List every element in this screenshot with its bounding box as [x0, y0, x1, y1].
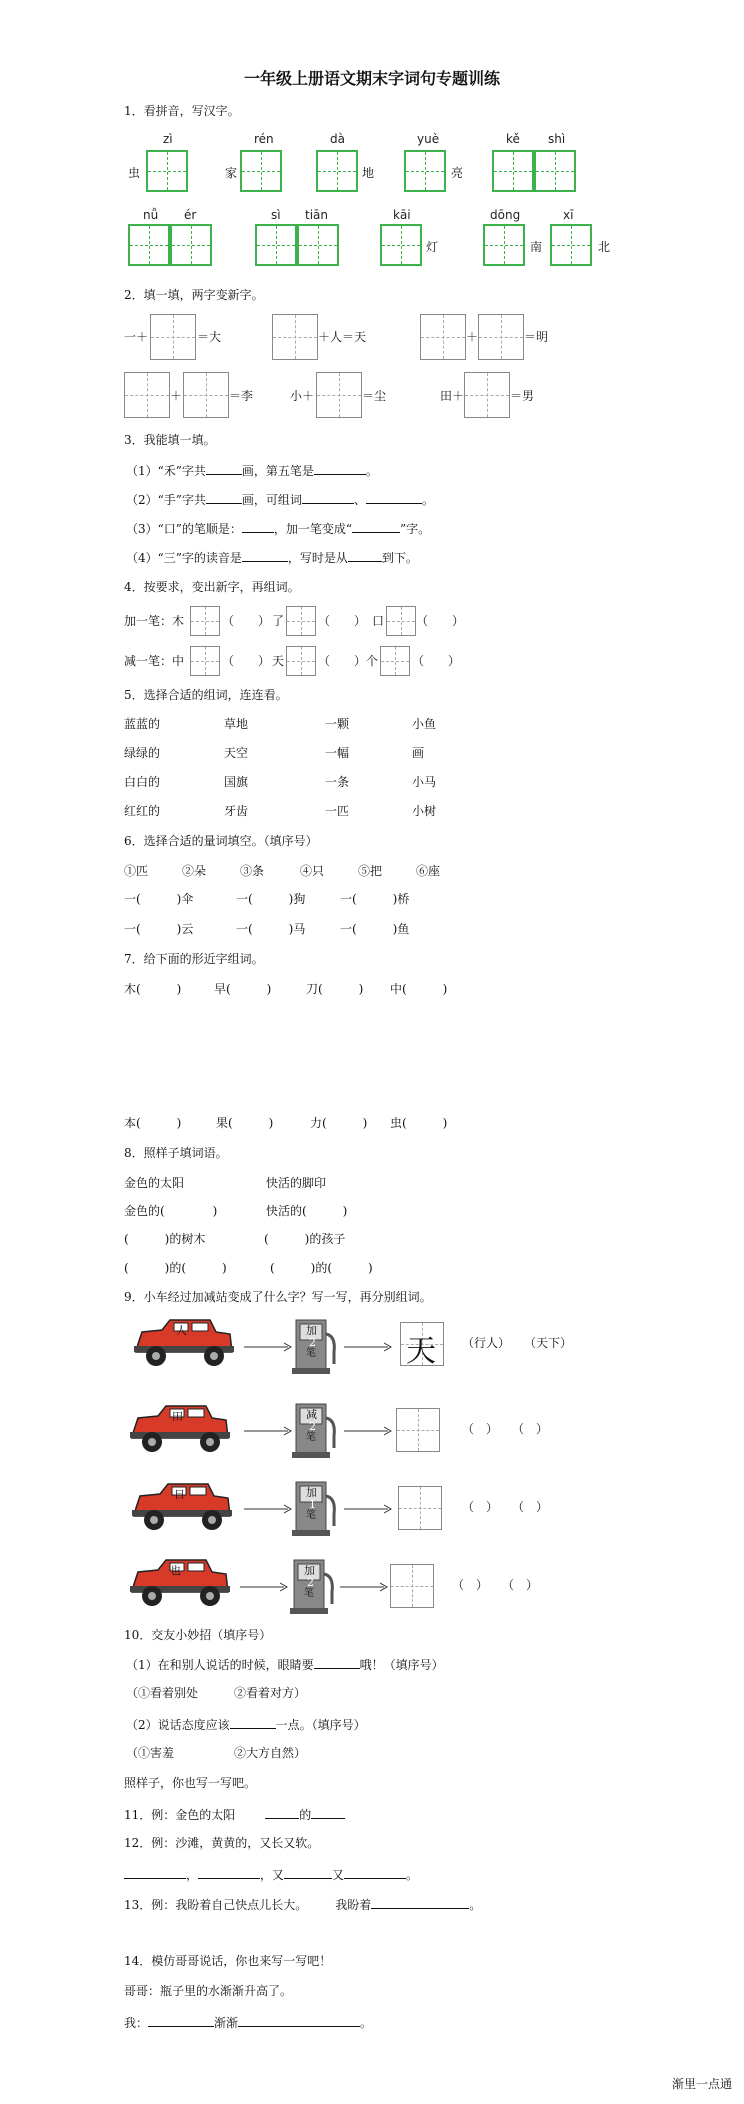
paren[interactable]: （ ） — [416, 614, 465, 628]
pump-n: 2 — [309, 1420, 316, 1433]
word[interactable]: （ ） — [452, 1578, 489, 1592]
word[interactable]: （ ） — [502, 1578, 539, 1592]
blank[interactable] — [242, 549, 288, 562]
pinyin: tiān — [305, 208, 328, 222]
write-box[interactable] — [550, 224, 592, 266]
blank[interactable] — [124, 1866, 186, 1879]
arrow-icon — [340, 1582, 388, 1592]
text: ＝男 — [510, 389, 535, 403]
fill-item[interactable]: 木( ) — [124, 982, 182, 996]
pinyin: dà — [330, 132, 345, 146]
blank[interactable] — [352, 520, 400, 533]
blank[interactable] — [371, 1896, 469, 1909]
match-item[interactable]: 草地 — [224, 717, 249, 731]
text: ＝尘 — [362, 389, 387, 403]
word[interactable]: （ ） — [512, 1500, 549, 1514]
text: 小＋ — [290, 389, 315, 403]
arrow-icon — [244, 1504, 292, 1514]
blank[interactable] — [314, 1656, 360, 1669]
pump-op: 减 — [306, 1408, 317, 1421]
fill-item[interactable]: 本( ) — [124, 1116, 182, 1130]
pump-n: 2 — [307, 1576, 314, 1589]
char: 虫 — [128, 166, 141, 180]
option: ④只 — [300, 864, 325, 878]
word[interactable]: （ ） — [512, 1422, 549, 1436]
fill-item[interactable]: 虫( ) — [390, 1116, 448, 1130]
match-item[interactable]: 牙齿 — [224, 804, 249, 818]
q12-label: 12．例：沙滩，黄黄的，又长又软。 — [124, 1836, 320, 1850]
blank[interactable] — [314, 462, 366, 475]
fill-item[interactable]: 果( ) — [216, 1116, 274, 1130]
option: （①看着别处 — [126, 1686, 199, 1700]
example: 快活的脚印 — [266, 1176, 327, 1190]
write-box[interactable] — [146, 150, 188, 192]
blank[interactable] — [230, 1716, 276, 1729]
answer-box[interactable] — [398, 1486, 442, 1530]
write-box[interactable] — [492, 150, 534, 192]
fill-item[interactable]: ( )的( ) — [124, 1261, 227, 1275]
char: 家 — [225, 166, 238, 180]
match-item[interactable]: 天空 — [224, 746, 249, 760]
text: ＋ — [466, 330, 479, 344]
instruction: 照样子，你也写一写吧。 — [124, 1776, 257, 1790]
write-box[interactable] — [128, 224, 170, 266]
blank[interactable] — [242, 520, 274, 533]
match-item[interactable]: 画 — [412, 746, 425, 760]
write-box[interactable] — [190, 646, 220, 676]
option: ③条 — [240, 864, 265, 878]
q5-label: 5．选择合适的组词，连连看。 — [124, 688, 288, 702]
text: 加一笔：木 — [124, 614, 185, 628]
write-box[interactable] — [478, 314, 524, 360]
paren[interactable]: （ ） — [318, 654, 367, 668]
fill-item[interactable]: 刀( ) — [306, 982, 364, 996]
blank[interactable] — [311, 1806, 345, 1819]
match-item[interactable]: 白白的 — [124, 775, 161, 789]
write-box[interactable] — [286, 606, 316, 636]
text: ＝明 — [524, 330, 549, 344]
fill-item[interactable]: 一( )马 — [236, 922, 306, 936]
q10-line2: （2）说话态度应该 一点。（填序号） — [126, 1718, 366, 1732]
q10-label: 10．交友小妙招（填序号） — [124, 1628, 272, 1642]
fill-item[interactable]: 快活的( ) — [266, 1204, 348, 1218]
char: 南 — [530, 240, 543, 254]
write-box[interactable] — [483, 224, 525, 266]
text: 了 — [272, 614, 285, 628]
fill-item[interactable]: ( )的孩子 — [264, 1232, 346, 1246]
q3-label: 3．我能填一填。 — [124, 433, 216, 447]
char: 亮 — [451, 166, 464, 180]
paren[interactable]: （ ） — [318, 614, 367, 628]
q11: 11．例：金色的太阳 的 — [124, 1806, 345, 1822]
q8-label: 8．照样子填词语。 — [124, 1146, 228, 1160]
car-char: 田 — [172, 1410, 183, 1423]
char: 灯 — [426, 240, 439, 254]
pinyin: sì — [271, 208, 281, 222]
q2-label: 2．填一填，两字变新字。 — [124, 288, 264, 302]
arrow-icon — [344, 1342, 392, 1352]
pump-op: 加 — [304, 1564, 315, 1577]
pump-op: 加 — [306, 1324, 317, 1337]
fill-item[interactable]: 一( )狗 — [236, 892, 306, 906]
pump-op: 加 — [306, 1486, 317, 1499]
fill-item[interactable]: 一( )桥 — [340, 892, 410, 906]
example: 金色的太阳 — [124, 1176, 185, 1190]
pinyin: yuè — [417, 132, 440, 146]
write-box[interactable] — [286, 646, 316, 676]
match-item[interactable]: 蓝蓝的 — [124, 717, 161, 731]
blank[interactable] — [238, 2014, 360, 2027]
char: 地 — [362, 166, 375, 180]
write-box[interactable] — [297, 224, 339, 266]
option: ⑥座 — [416, 864, 441, 878]
text: 天 — [272, 654, 285, 668]
write-box[interactable] — [183, 372, 229, 418]
write-box[interactable] — [316, 150, 358, 192]
fill-item[interactable]: ( )的树木 — [124, 1232, 206, 1246]
match-item[interactable]: 小树 — [412, 804, 437, 818]
option: ②朵 — [182, 864, 207, 878]
q6-label: 6．选择合适的量词填空。（填序号） — [124, 834, 318, 848]
text: ＝大 — [197, 330, 222, 344]
q12-line: ， ，又 又 。 — [124, 1866, 418, 1882]
pinyin: dōng — [490, 208, 521, 222]
q3-line3: （3）“口”的笔顺是： ，加一笔变成“ ”字。 — [126, 522, 431, 536]
fill-item[interactable]: 一( )伞 — [124, 892, 194, 906]
write-box[interactable] — [240, 150, 282, 192]
match-item[interactable]: 一匹 — [325, 804, 350, 818]
match-item[interactable]: 一条 — [325, 775, 350, 789]
q14-label: 14．模仿哥哥说话，你也来写一写吧！ — [124, 1954, 332, 1968]
word[interactable]: （ ） — [462, 1500, 499, 1514]
pinyin: kě — [506, 132, 520, 146]
fill-item[interactable]: 一( )鱼 — [340, 922, 410, 936]
paren[interactable]: （ ） — [222, 654, 271, 668]
option: ②大方自然） — [234, 1746, 307, 1760]
q9-label: 9．小车经过加减站变成了什么字？写一写，再分别组词。 — [124, 1290, 432, 1304]
write-box[interactable] — [150, 314, 196, 360]
blank[interactable] — [302, 491, 354, 504]
blank[interactable] — [148, 2014, 214, 2027]
fill-item[interactable]: ( )的( ) — [270, 1261, 373, 1275]
paren[interactable]: （ ） — [412, 654, 461, 668]
option: ②看着对方） — [234, 1686, 307, 1700]
pinyin: xī — [563, 208, 574, 222]
option: （①害羞 — [126, 1746, 175, 1760]
car-char: 人 — [176, 1324, 187, 1337]
pump-unit: 笔 — [304, 1588, 314, 1599]
pump-n: 2 — [309, 1336, 316, 1349]
blank[interactable] — [265, 1806, 299, 1819]
blank[interactable] — [198, 1866, 260, 1879]
q3-line4: （4）“三”字的读音是 ，写时是从 到下。 — [126, 551, 418, 565]
write-box[interactable] — [316, 372, 362, 418]
match-item[interactable]: 小马 — [412, 775, 437, 789]
write-box[interactable] — [420, 314, 466, 360]
pinyin: shì — [548, 132, 566, 146]
write-box[interactable] — [170, 224, 212, 266]
char: 北 — [598, 240, 611, 254]
pinyin: nǚ — [143, 208, 159, 222]
write-box[interactable] — [386, 606, 416, 636]
arrow-icon — [240, 1582, 288, 1592]
match-item[interactable]: 一颗 — [325, 717, 350, 731]
write-box[interactable] — [380, 224, 422, 266]
match-item[interactable]: 国旗 — [224, 775, 249, 789]
pump-unit: 笔 — [306, 1432, 316, 1443]
q14-line: 我： 渐渐 。 — [124, 2016, 373, 2030]
car-char: 日 — [174, 1488, 185, 1501]
match-item[interactable]: 绿绿的 — [124, 746, 161, 760]
pump-n: 1 — [309, 1498, 316, 1511]
pinyin: rén — [254, 132, 274, 146]
q3-line2: （2）“手”字共 画，可组词 、 。 — [126, 493, 434, 507]
arrow-icon — [344, 1504, 392, 1514]
fill-item[interactable]: 力( ) — [310, 1116, 368, 1130]
blank[interactable] — [366, 491, 422, 504]
text: ＝李 — [229, 389, 254, 403]
q10-line1: （1）在和别人说话的时候，眼睛要 哦！（填序号） — [126, 1658, 444, 1672]
page-title: 一年级上册语文期末字词句专题训练 — [243, 69, 500, 88]
text: 一＋ — [124, 330, 149, 344]
pinyin: kāi — [393, 208, 411, 222]
fill-item[interactable]: 中( ) — [390, 982, 448, 996]
arrow-icon — [244, 1426, 292, 1436]
q13: 13．例：我盼着自己快点儿长大。 我盼着 。 — [124, 1898, 482, 1912]
answer-char: 天 — [406, 1334, 436, 1369]
q4-label: 4．按要求，变出新字，再组词。 — [124, 580, 300, 594]
write-box[interactable] — [404, 150, 446, 192]
text: 减一笔：中 — [124, 654, 185, 668]
text: ＋人＝天 — [318, 330, 367, 344]
pinyin: ér — [184, 208, 197, 222]
arrow-icon — [344, 1426, 392, 1436]
footer-brand: 渐里一点通 — [671, 2077, 732, 2091]
option: ①匹 — [124, 864, 149, 878]
paren[interactable]: （ ） — [222, 614, 271, 628]
text: 田＋ — [440, 389, 465, 403]
blank[interactable] — [206, 462, 242, 475]
write-box[interactable] — [190, 606, 220, 636]
q3-line1: （1）“禾”字共 画，第五笔是 。 — [126, 464, 378, 478]
fill-item[interactable]: 金色的( ) — [124, 1204, 218, 1218]
write-box[interactable] — [464, 372, 510, 418]
write-box[interactable] — [380, 646, 410, 676]
arrow-icon — [244, 1342, 292, 1352]
blank[interactable] — [206, 491, 242, 504]
write-box[interactable] — [272, 314, 318, 360]
pump-unit: 笔 — [306, 1348, 316, 1359]
fill-item[interactable]: 早( ) — [214, 982, 272, 996]
match-item[interactable]: 一幅 — [325, 746, 350, 760]
q7-label: 7．给下面的形近字组词。 — [124, 952, 264, 966]
q1-label: 1．看拼音，写汉字。 — [124, 104, 240, 118]
write-box[interactable] — [255, 224, 297, 266]
text: ＋ — [170, 389, 183, 403]
write-box[interactable] — [534, 150, 576, 192]
blank[interactable] — [284, 1866, 332, 1879]
write-box[interactable] — [124, 372, 170, 418]
option: ⑤把 — [358, 864, 383, 878]
pump-unit: 笔 — [306, 1510, 316, 1521]
blank[interactable] — [344, 1866, 406, 1879]
blank[interactable] — [348, 549, 382, 562]
example: 哥哥：瓶子里的水渐渐升高了。 — [124, 1984, 293, 1998]
text: 个 — [366, 654, 379, 668]
match-item[interactable]: 小鱼 — [412, 717, 437, 731]
match-item[interactable]: 红红的 — [124, 804, 161, 818]
word[interactable]: （ ） — [462, 1422, 499, 1436]
word: （行人） — [462, 1336, 511, 1350]
pinyin: zì — [163, 132, 173, 146]
word: （天下） — [524, 1336, 573, 1350]
answer-box[interactable] — [396, 1408, 440, 1452]
fill-item[interactable]: 一( )云 — [124, 922, 194, 936]
text: 口 — [372, 614, 385, 628]
car-char: 也 — [170, 1564, 181, 1577]
answer-box[interactable] — [390, 1564, 434, 1608]
